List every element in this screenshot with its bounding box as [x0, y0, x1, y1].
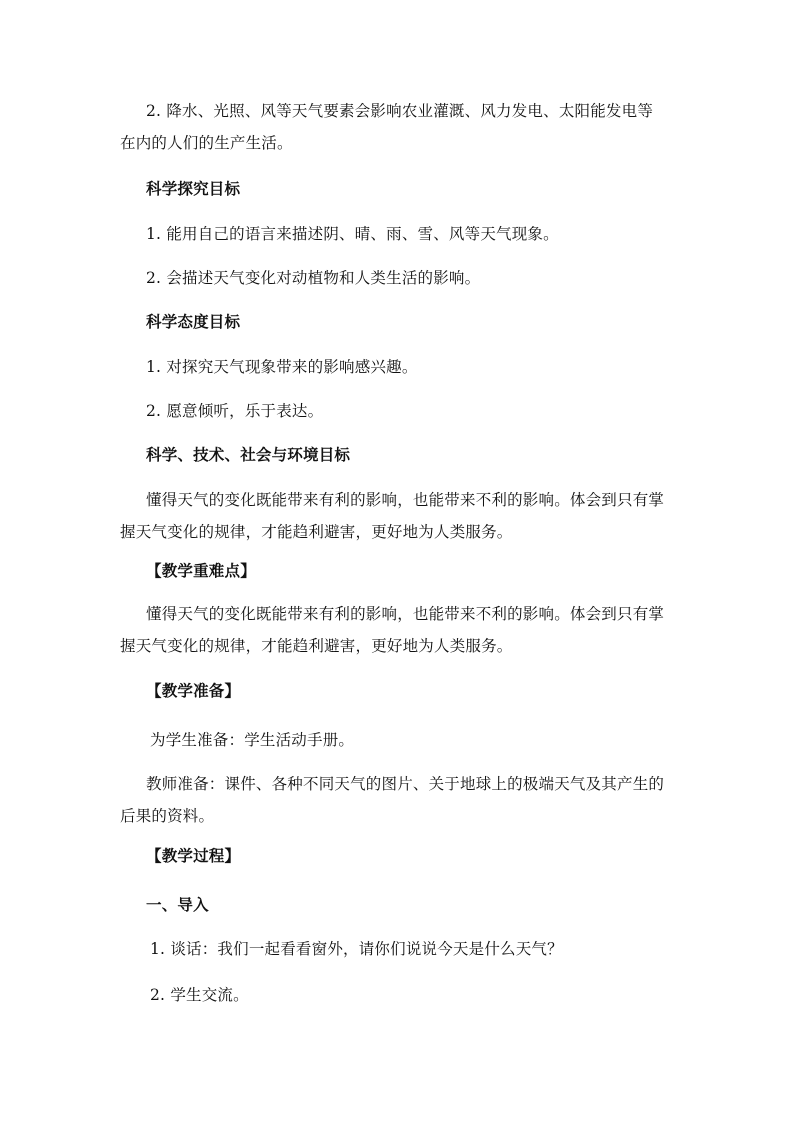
stse-paragraph-line1: 懂得天气的变化既能带来有利的影响，也能带来不利的影响。体会到只有掌 [146, 491, 665, 509]
heading-introduction: 一、导入 [146, 895, 209, 914]
heading-teaching-process: 【教学过程】 [146, 846, 241, 865]
heading-teaching-preparation: 【教学准备】 [146, 681, 241, 700]
attitude-goal-1: 1. 对探究天气现象带来的影响感兴趣。 [146, 358, 418, 376]
heading-science-attitude-goals: 科学态度目标 [146, 312, 241, 331]
key-points-paragraph-line2: 握天气变化的规律，才能趋利避害，更好地为人类服务。 [120, 637, 513, 655]
attitude-goal-2: 2. 愿意倾听，乐于表达。 [146, 402, 324, 420]
heading-stse-goals: 科学、技术、社会与环境目标 [146, 445, 351, 464]
paragraph-weather-effects-line1: 2. 降水、光照、风等天气要素会影响农业灌溉、风力发电、太阳能发电等 [146, 102, 654, 120]
preparation-students: 为学生准备：学生活动手册。 [150, 731, 355, 749]
heading-key-difficult-points: 【教学重难点】 [146, 561, 256, 580]
inquiry-goal-1: 1. 能用自己的语言来描述阴、晴、雨、雪、风等天气现象。 [146, 225, 559, 243]
heading-science-inquiry-goals: 科学探究目标 [146, 179, 241, 198]
key-points-paragraph-line1: 懂得天气的变化既能带来有利的影响，也能带来不利的影响。体会到只有掌 [146, 605, 665, 623]
introduction-step-1: 1. 谈话：我们一起看看窗外，请你们说说今天是什么天气？ [150, 940, 563, 958]
inquiry-goal-2: 2. 会描述天气变化对动植物和人类生活的影响。 [146, 269, 481, 287]
stse-paragraph-line2: 握天气变化的规律，才能趋利避害，更好地为人类服务。 [120, 523, 513, 541]
introduction-step-2: 2. 学生交流。 [150, 986, 249, 1004]
preparation-teacher-line2: 后果的资料。 [120, 807, 215, 825]
preparation-teacher-line1: 教师准备：课件、各种不同天气的图片、关于地球上的极端天气及其产生的 [146, 775, 665, 793]
paragraph-weather-effects-line2: 在内的人们的生产生活。 [120, 134, 293, 152]
